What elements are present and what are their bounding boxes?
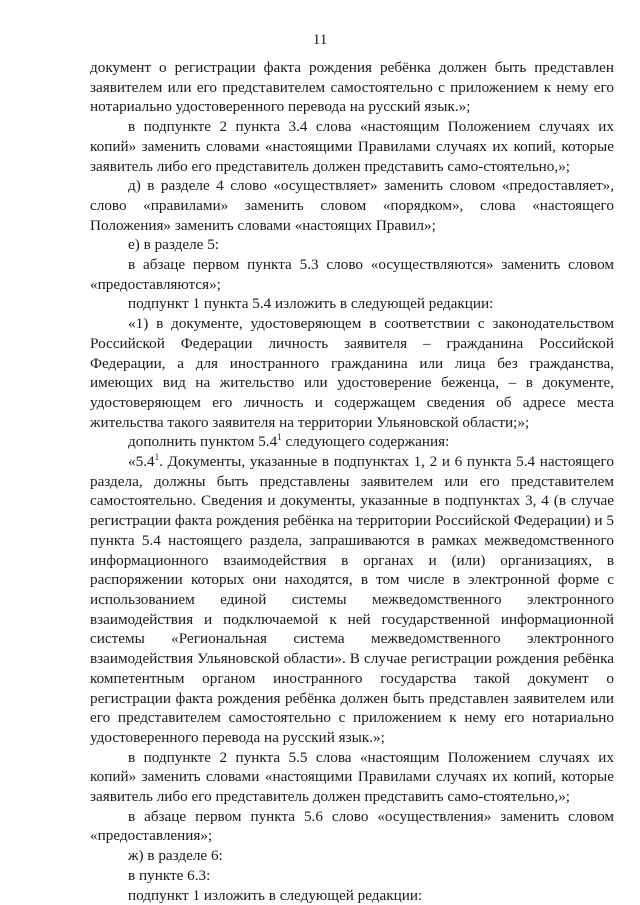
superscript: 1 bbox=[154, 452, 160, 462]
paragraph-text: . Документы, указанные в подпунктах 1, 2 и 6 пункта 5.4 настоящего раздела, должны быть представлены заявителем или его представителем самостоятельно. Сведения и документы, указанные в подпунктах 3, 4 (в случае регистрации факта рождения ребёнка на территории Российской Федерации) и 5 пункта 5.4 настоящего раздела, запрашиваются в рамках межведомственного информационного взаимодействия в органах и (или) организациях, в распоряжении которых они находятся, в том числе в электронной форме с использованием единой системы межведомственного электронного взаимодействия и подключаемой к ней государственной информационной системы «Региональная система межведомственного электронного взаимодействия Ульяновской области». В случае регистрации рождения ребёнка компетентным органом иностранного государства такой документ о регистрации факта рождения ребёнка должен быть представлен заявителем или его представителем самостоятельно с приложением к нему его нотариально удостоверенного перевода на русский язык.»; bbox=[90, 453, 614, 746]
paragraph: документ о регистрации факта рождения ребёнка должен быть представлен заявителем или его представителем самостоятельно с приложением к нему его нотариально удостоверенного перевода на русский язык.»; bbox=[90, 59, 614, 116]
paragraph-text: дополнить пунктом 5.4 bbox=[128, 433, 278, 451]
paragraph: д) в разделе 4 слово «осуществляет» заменить словом «предоставляет», слово «правилами» заменить словом «порядком», слова «настоящего Положения» заменить словами «настоящих Правил»; bbox=[90, 177, 614, 234]
paragraph: е) в разделе 5: bbox=[128, 236, 220, 254]
superscript: 1 bbox=[277, 432, 282, 443]
paragraph: в пункте 6.3: bbox=[128, 866, 211, 884]
paragraph: в абзаце первом пункта 5.6 слово «осуществления» заменить словом «предоставления»; bbox=[90, 807, 614, 845]
paragraph: ж) в разделе 6: bbox=[128, 847, 223, 865]
paragraph: в подпункте 2 пункта 5.5 слова «настоящим Положением случаях их копий» заменить словами «настоящими Правилами случаях их копий, которые заявитель либо его представитель должен представить само-стоятельно,»; bbox=[90, 748, 614, 806]
paragraph-text: следующего содержания: bbox=[281, 433, 450, 451]
paragraph: в абзаце первом пункта 5.3 слово «осуществляются» заменить словом «предоставляются»; bbox=[90, 256, 614, 293]
paragraph bbox=[90, 432, 614, 452]
paragraph: в подпункте 2 пункта 3.4 слова «настоящим Положением случаях их копий» заменить словами «настоящими Правилами случаях их копий, которые заявитель либо его представитель должен представить само-стоятельно,»; bbox=[90, 118, 614, 175]
paragraph bbox=[90, 452, 614, 748]
document-body bbox=[90, 58, 614, 905]
paragraph: подпункт 1 пункта 5.4 изложить в следующей редакции: bbox=[128, 295, 494, 313]
paragraph: подпункт 1 изложить в следующей редакции: bbox=[128, 886, 423, 904]
paragraph-text: «5.4 bbox=[128, 453, 155, 471]
page-number: 11 bbox=[312, 31, 328, 48]
paragraph: «1) в документе, удостоверяющем в соответствии с законодательством Российской Федерации личность заявителя – гражданина Российской Федерации, а для иностранного гражданина или лица без гражданства, имеющих вид на жительство или удостоверение беженца, – в документе, удостоверяющем его личность и содержащем сведения об адресе места жительства такого заявителя на территории Ульяновской области;»; bbox=[90, 315, 614, 431]
